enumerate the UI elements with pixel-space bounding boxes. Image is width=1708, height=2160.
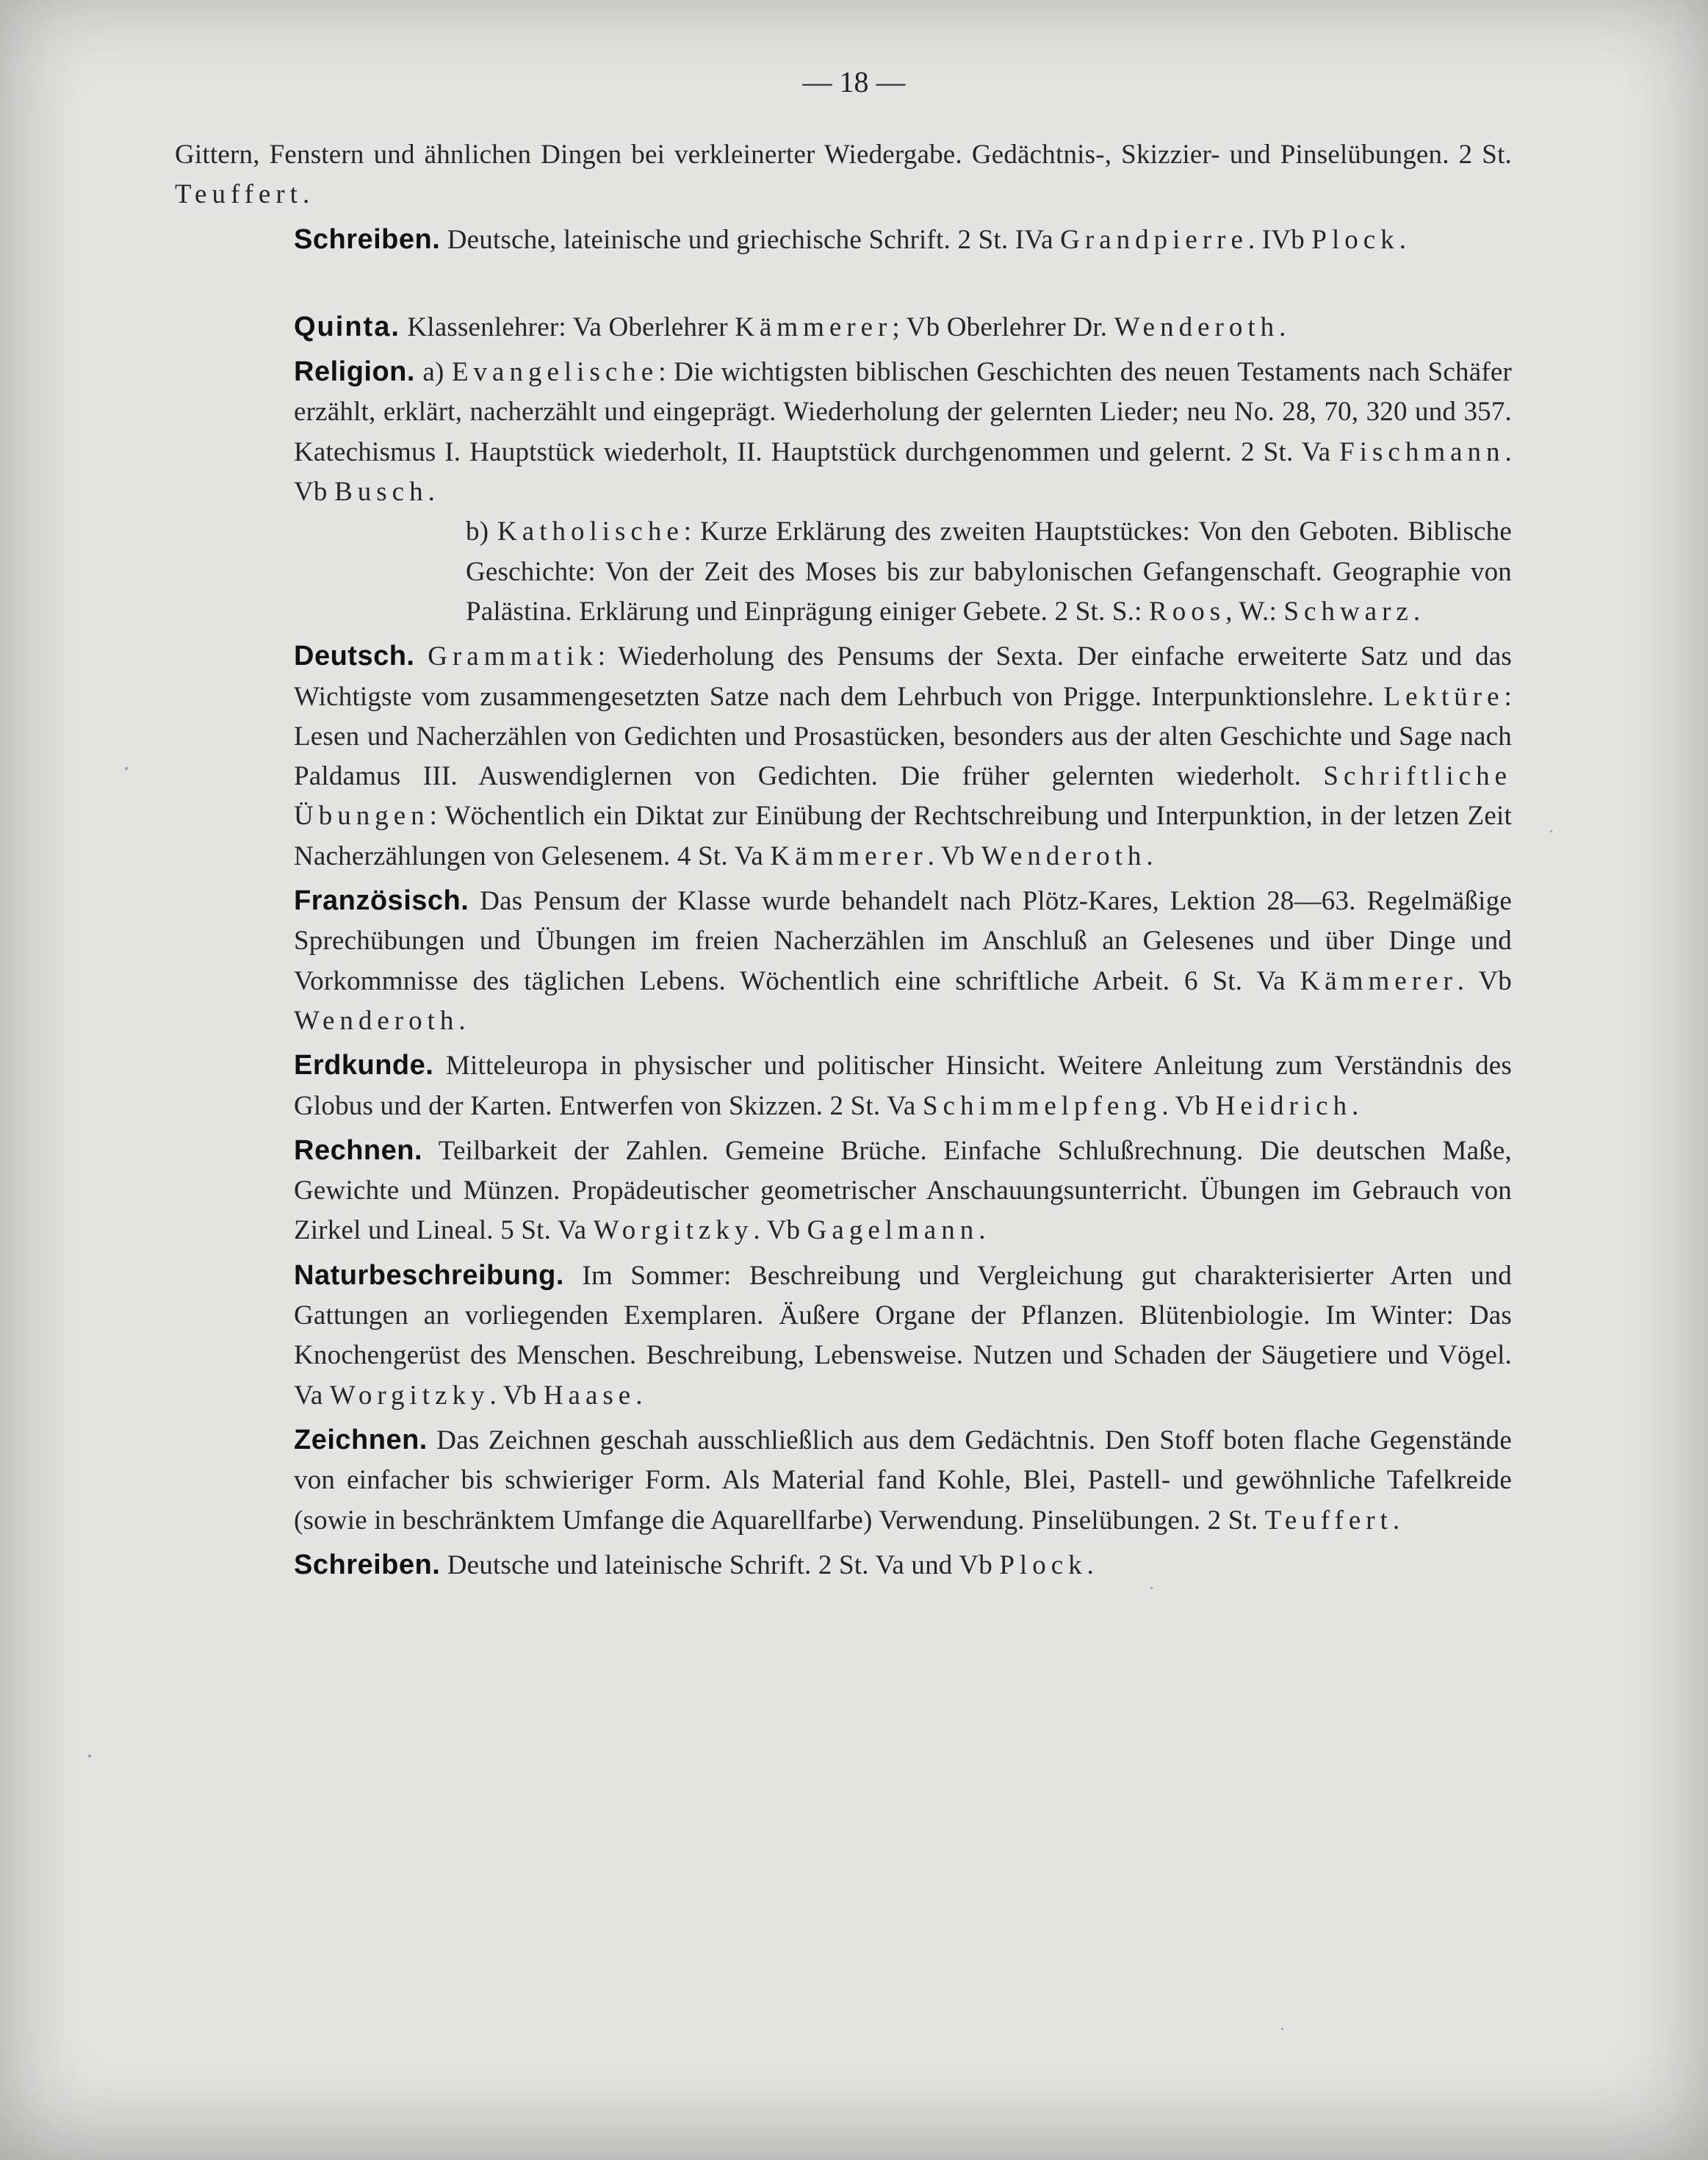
paragraph xyxy=(175,1045,1512,1126)
spaced-name: Heidrich xyxy=(1215,1090,1352,1121)
spaced-name: Kämmerer xyxy=(735,312,893,342)
spaced-name: Busch xyxy=(334,477,428,508)
body-text: Deutsche, lateinische und griechische Schrift. 2 St. IVa xyxy=(440,224,1061,255)
spaced-name: Schriftliche Übungen xyxy=(294,761,1512,832)
body-text: . xyxy=(635,1380,643,1411)
spaced-name: Wenderoth xyxy=(294,1005,459,1036)
spaced-name: Wenderoth xyxy=(981,840,1147,871)
spaced-name: Wenderoth xyxy=(1114,312,1280,342)
paragraph xyxy=(175,512,1512,632)
subject-heading: Naturbeschreibung. xyxy=(294,1259,564,1291)
body-text: ; Vb Oberlehrer Dr. xyxy=(892,312,1114,342)
subject-heading: Deutsch. xyxy=(294,641,415,672)
paper-speck xyxy=(88,1754,91,1757)
paragraph xyxy=(175,352,1512,512)
body-text: . Vb xyxy=(294,436,1512,508)
paper-speck xyxy=(1550,830,1552,832)
subject-heading: Rechnen. xyxy=(294,1134,423,1166)
spaced-name: Kämmerer xyxy=(1300,965,1457,996)
body-text: . Vb xyxy=(753,1215,807,1246)
paragraph xyxy=(175,220,1512,260)
paper-speck xyxy=(125,767,128,770)
body-text: : Lesen und Nacherzählen von Gedichten und Prosastücken, besonders aus der alten Geschichte und Sage nach Paldamus III. Auswendiglernen von Gedichten. Die früher gelernten wiederholt. xyxy=(294,681,1512,792)
paragraph xyxy=(175,135,1512,215)
paragraph xyxy=(175,1256,1512,1416)
body-text: Das Pensum der Klasse wurde behandelt nach Plötz-Kares, Lektion 28—63. Regelmäßige Sprechübungen und Übungen im freien Nacherzählen im Anschluß an Gelesenes und über Dinge und Vorkommnisse des täglichen Lebens. Wöchentlich eine schriftliche Arbeit. 6 St. Va xyxy=(294,886,1512,996)
paper-speck xyxy=(1150,1587,1153,1589)
paragraph xyxy=(175,1420,1512,1541)
body-text: Im Sommer: Beschreibung und Vergleichung gut charakterisierter Arten und Gattungen an vorliegenden Exemplaren. Äußere Organe der Pflanzen. Blütenbiologie. Im Winter: Das Knochengerüst des Menschen. Beschreibung, Lebensweise. Nutzen und Schaden der Säugetiere und Vögel. Va xyxy=(294,1260,1512,1411)
spaced-name: Teuffert xyxy=(175,179,303,210)
section-heading: Quinta. xyxy=(294,311,400,342)
body-text: . xyxy=(1352,1090,1359,1121)
body-text: . xyxy=(458,1005,466,1036)
body-text xyxy=(414,641,428,672)
paper-speck xyxy=(1281,2028,1283,2030)
spaced-name: Grammatik xyxy=(428,641,598,672)
body-text: Gittern, Fenstern und ähnlichen Dingen bei verkleinerter Wiedergabe. Gedächtnis-, Skizzier- und Pinselübungen. 2 St. xyxy=(175,140,1512,170)
body-text: : Wiederholung des Pensums der Sexta. Der einfache erweiterte Satz und das Wichtigste vom zusammengesetzten Satze nach dem Lehrbuch von Prigge. Interpunktionslehre. xyxy=(294,641,1513,712)
body-text: Teilbarkeit der Zahlen. Gemeine Brüche. Einfache Schlußrechnung. Die deutschen Maße, Gewichte und Münzen. Propädeutischer geometrischer Anschauungsunterricht. Übungen im Gebrauch von Zirkel und Lineal. 5 St. Va xyxy=(294,1135,1512,1246)
paragraph xyxy=(175,1545,1512,1585)
body-text: Das Zeichnen geschah ausschließlich aus dem Gedächtnis. Den Stoff boten flache Gegenstände von einfacher bis schwieriger Form. Als Material fand Kohle, Blei, Pastell- und gewöhnliche Tafelkreide (sowie in beschränktem Umfange die Aquarellfarbe) Verwendung. Pinselübungen. 2 St. xyxy=(294,1425,1512,1536)
spaced-name: Evangelische xyxy=(451,357,659,388)
subject-heading: Religion. xyxy=(294,356,415,388)
body-text: . xyxy=(1413,596,1421,627)
body-text: b) xyxy=(466,516,498,547)
body-text: . Vb xyxy=(489,1380,544,1411)
subject-heading: Französisch. xyxy=(294,885,469,917)
paragraph xyxy=(175,1131,1512,1251)
spaced-name: Teuffert xyxy=(1264,1505,1393,1536)
paragraph xyxy=(175,636,1512,876)
spaced-name: Katholische xyxy=(497,516,684,547)
spaced-name: Haase xyxy=(543,1380,636,1411)
body-text: . IVb xyxy=(1247,224,1312,255)
body-text: Klassenlehrer: Va Oberlehrer xyxy=(400,312,735,342)
spaced-name: Roos xyxy=(1149,596,1226,627)
body-text: . xyxy=(428,477,436,508)
spaced-name: Grandpierre xyxy=(1060,224,1248,255)
spaced-name: Worgitzky xyxy=(593,1215,754,1246)
body-text: . xyxy=(979,1215,986,1246)
spaced-name: Schimmelpfeng xyxy=(923,1090,1162,1121)
paragraph xyxy=(175,307,1512,348)
body-text: . xyxy=(1087,1549,1095,1580)
paragraph xyxy=(175,881,1512,1041)
spaced-name: Gagelmann xyxy=(807,1215,979,1246)
body-text: . xyxy=(1392,1505,1400,1536)
body-text: , W.: xyxy=(1225,596,1284,627)
spaced-name: Plock xyxy=(1311,224,1399,255)
body-text: . Vb xyxy=(1457,965,1512,996)
page-number: — 18 — xyxy=(802,65,906,98)
subject-heading: Zeichnen. xyxy=(294,1424,428,1455)
spaced-name: Kämmerer xyxy=(770,840,928,871)
body-text: Mitteleuropa in physischer und politischer Hinsicht. Weitere Anleitung zum Verständnis des Globus und der Karten. Entwerfen von Skizzen. 2 St. Va xyxy=(294,1051,1512,1121)
subject-heading: Schreiben. xyxy=(294,223,441,255)
body-text: Deutsche und lateinische Schrift. 2 St. Va und Vb xyxy=(440,1549,1000,1580)
body-text: : Die wichtigsten biblischen Geschichten des neuen Testaments nach Schäfer erzählt, erklärt, nacherzählt und eingeprägt. Wiederholung der gelernten Lieder; neu No. 28, 70, 320 und 357. Katechismus I. Hauptstück wiederholt, II. Hauptstück durchgenommen und gelernt. 2 St. Va xyxy=(294,357,1512,467)
body-text: . xyxy=(1146,840,1153,871)
spaced-name: Lektüre xyxy=(1383,681,1505,712)
body-text: : Wöchentlich ein Diktat zur Einübung der Rechtschreibung und Interpunktion, in der letzen Zeit Nacherzählungen von Gelesenem. 4 St. Va xyxy=(294,801,1512,871)
spaced-name: Schwarz xyxy=(1283,596,1413,627)
body-text: . Vb xyxy=(927,840,981,871)
spaced-name: Worgitzky xyxy=(329,1380,490,1411)
subject-heading: Schreiben. xyxy=(294,1549,441,1580)
subject-heading: Erdkunde. xyxy=(294,1050,434,1081)
spaced-name: Plock xyxy=(999,1549,1087,1580)
spaced-name: Fischmann xyxy=(1339,436,1505,467)
body-text: . xyxy=(302,179,310,210)
body-text: : Kurze Erklärung des zweiten Hauptstückes: Von den Geboten. Biblische Geschichte: Von der Zeit des Moses bis zur babylonischen Gefangenschaft. Geographie von Palästina. Erklärung und Einprägung einiger Gebete. 2 St. S.: xyxy=(466,516,1513,627)
body-text: a) xyxy=(414,357,452,388)
page-body xyxy=(175,135,1512,1585)
body-text: . xyxy=(1279,312,1286,342)
body-text: . Vb xyxy=(1161,1090,1216,1121)
body-text: . xyxy=(1399,224,1407,255)
